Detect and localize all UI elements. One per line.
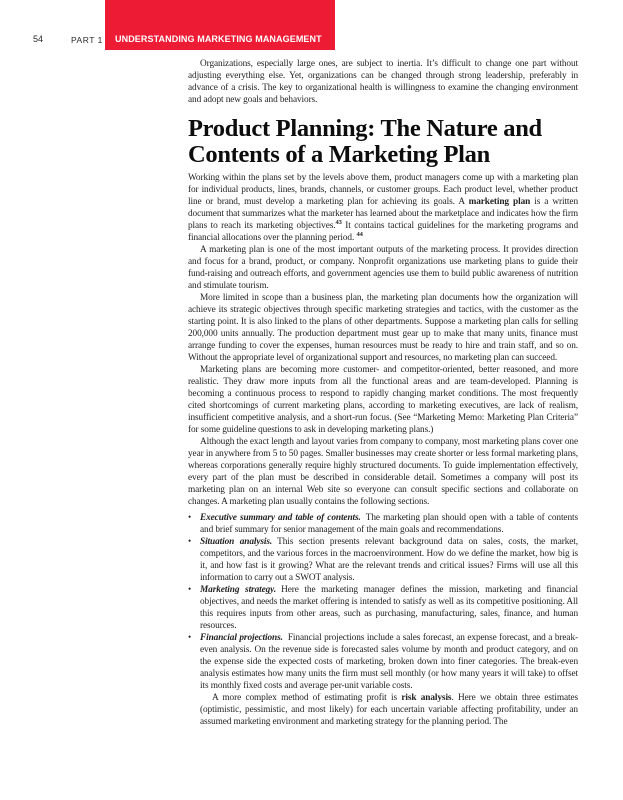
- plan-sections-list: [188, 512, 578, 692]
- text-segment: marketing plan: [468, 197, 531, 207]
- bullet-item-executive-summary: [200, 512, 578, 536]
- bullet-item-situation-analysis: [200, 536, 578, 584]
- section-title: [188, 116, 578, 167]
- bullet-text: [200, 537, 578, 583]
- bullet-icon: [188, 631, 191, 643]
- bullet-icon: [188, 535, 191, 547]
- page-content: [188, 58, 578, 728]
- text-segment: Executive summary and table of contents.: [200, 513, 361, 523]
- bullet-item-marketing-strategy: [200, 584, 578, 632]
- body-paragraph-2: A marketing plan is one of the most important outputs of the marketing process. It provides direction and focus for a brand, product, or company. Nonprofit organizations use marketing plans to guide their fund-raising and outreach efforts, and government agencies use them to build public awareness of nutrition and stimulate tourism.: [188, 245, 578, 291]
- closing-paragraph: [200, 692, 578, 728]
- text-segment: Marketing strategy.: [200, 585, 277, 595]
- text-segment: risk analysis: [401, 693, 452, 703]
- bullet-text: [200, 585, 578, 631]
- body-paragraph-3: More limited in scope than a business plan, the marketing plan documents how the organization will achieve its strategic objectives through specific marketing strategies and tactics, with the customer as the starting point. It is also linked to the plans of other departments. Suppose a marketing plan calls for selling 200,000 units annually. The production department must gear up to make that many units, finance must arrange funding to cover the expenses, human resources must be ready to hire and train staff, and so on. Without the appropriate level of organizational support and resources, no marketing plan can succeed.: [188, 293, 578, 363]
- text-segment: Financial projections.: [200, 633, 283, 643]
- bullet-text: [200, 633, 578, 691]
- text-segment: is a written document that summarizes what the marketer has learned about the marketplace and indicates how the firm plans to reach its marketing objectives.: [188, 197, 578, 231]
- body-paragraph-1: [188, 172, 578, 244]
- bullet-text: [200, 513, 578, 535]
- text-segment: Here the marketing manager defines the mission, marketing and financial objectives, and needs the market offering is intended to satisfy as well as its competitive positioning. All this requires inputs from other areas, such as purchasing, manufacturing, sales, finance, and human resources.: [200, 585, 579, 631]
- text-segment: The marketing plan should open with a table of contents and brief summary for senior management of the main goals and recommendations.: [200, 513, 579, 535]
- part-label: PART 1: [71, 34, 103, 45]
- intro-paragraph: Organizations, especially large ones, are subject to inertia. It’s difficult to change one part without adjusting everything else. Yet, organizations can be changed through strong leadership, preferably in advance of a crisis. The key to organizational health is willingness to examine the changing environment and adopt new goals and behaviors.: [188, 59, 578, 105]
- text-segment: It contains tactical guidelines for the marketing programs and financial allocations over the planning period.: [188, 221, 578, 243]
- text-segment: Working within the plans set by the levels above them, product managers come up with a marketing plan for individual products, lines, brands, channels, or customer groups. Each product level, whether product line or brand, must develop a marketing plan for achieving its goals. A: [188, 173, 578, 207]
- text-segment: 44: [356, 230, 363, 238]
- chapter-banner: [105, 0, 335, 50]
- text-segment: This section presents relevant background data on sales, costs, the market, competitors, and the various forces in the macroenvironment. How do we define the market, how big is it, and how fast is it growing? What are the relevant trends and critical issues? Firms will use all this information to carry out a SWOT analysis.: [200, 537, 578, 583]
- text-segment: . Here we obtain three estimates (optimistic, pessimistic, and most likely) for each uncertain variable affecting profitability, under an assumed marketing environment and marketing strategy for the planning period. The: [200, 693, 579, 727]
- page-number: 54: [33, 34, 44, 44]
- section-title-line-2: Contents of a Marketing Plan: [188, 140, 490, 168]
- banner-title: UNDERSTANDING MARKETING MANAGEMENT: [115, 34, 322, 44]
- text-segment: Financial projections include a sales forecast, an expense forecast, and a break-even analysis. On the revenue side is forecasted sales volume by month and product category, and on the expense side the expected costs of marketing, broken down into finer categories. The break-even analysis estimates how many units the firm must sell monthly (or how many years it will take) to offset its monthly fixed costs and average per-unit variable costs.: [200, 633, 578, 691]
- text-segment: Situation analysis.: [200, 537, 273, 547]
- section-title-line-1: Product Planning: The Nature and: [188, 115, 542, 142]
- text-segment: 43: [335, 218, 342, 226]
- bullet-item-financial-projections: [200, 632, 578, 692]
- body-paragraph-4: Marketing plans are becoming more customer- and competitor-oriented, better reasoned, and more realistic. They draw more inputs from all the functional areas and are team-developed. Planning is becoming a continuous process to respond to rapidly changing market conditions. The most frequently cited shortcomings of current marketing plans, according to marketing executives, are lack of realism, insufficient competitive analysis, and a short-run focus. (See “Marketing Memo: Marketing Plan Criteria” for some guideline questions to ask in developing marketing plans.): [188, 365, 578, 435]
- text-segment: A more complex method of estimating profit is: [212, 693, 402, 703]
- bullet-icon: [188, 511, 191, 523]
- body-paragraph-5: Although the exact length and layout varies from company to company, most marketing plans cover one year in anywhere from 5 to 50 pages. Smaller businesses may create shorter or less formal marketing plans, whereas corporations generally require highly structured documents. To guide implementation effectively, every part of the plan must be described in considerable detail. Sometimes a company will post its marketing plan on an internal Web site so everyone can consult specific sections and collaborate on changes. A marketing plan usually contains the following sections.: [188, 437, 578, 507]
- bullet-icon: [188, 583, 191, 595]
